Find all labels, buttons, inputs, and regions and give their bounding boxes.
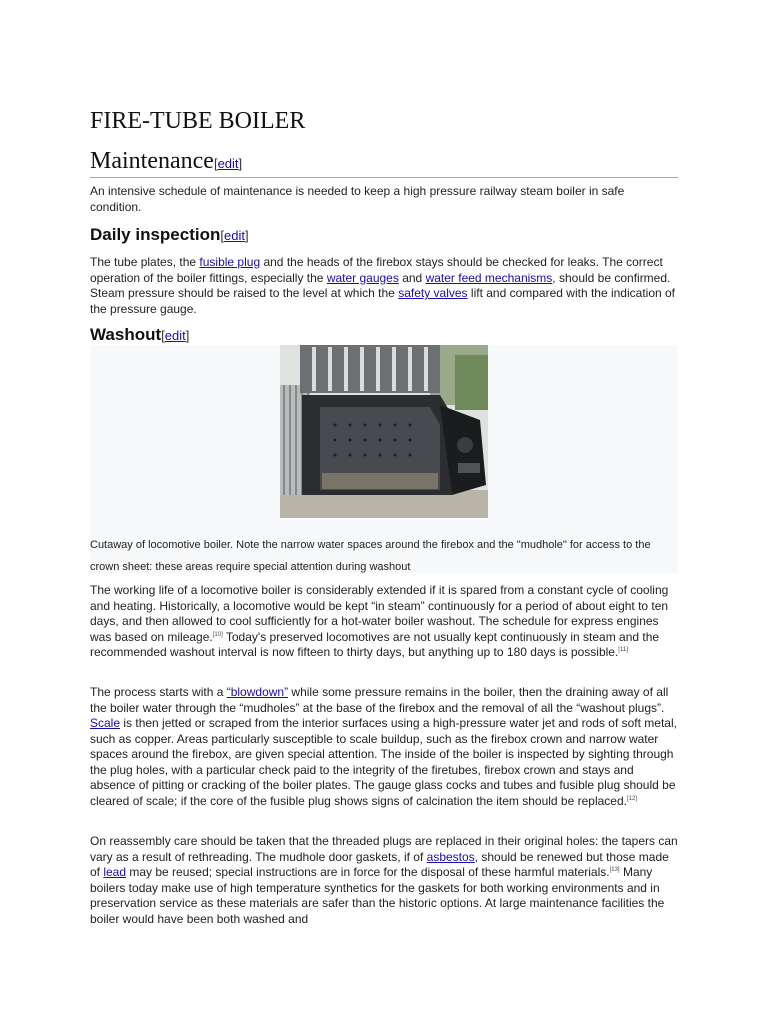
text-run: while some pressure remains in the boiler, then the draining away of all the boiler water through the “mudholes” at the base of the firebox and the removal of all the “washout plugs”. (90, 685, 669, 715)
link-safety-valves[interactable]: safety valves (398, 286, 468, 300)
washout-paragraph-2 (90, 685, 678, 809)
citation-13[interactable]: [13] (609, 867, 620, 873)
citation-10[interactable]: [10] (212, 631, 223, 638)
text-run: On reassembly care should be taken that the threaded plugs are replaced in their original holes: the tapers can vary as a result of rethreading. The mudhole door gaskets, if of (90, 834, 678, 864)
text-run: The tube plates, the (90, 255, 200, 269)
edit-section-daily: [edit] (220, 228, 249, 243)
text-run: Today's preserved locomotives are not usually kept continuously in steam and the recommended washout interval is now fifteen to thirty days, but anything up to 180 days is possible. (90, 629, 660, 659)
link-blowdown[interactable]: “blowdown” (226, 685, 289, 699)
link-water-feed-mechanisms[interactable]: water feed mechanisms (425, 270, 553, 285)
section-heading-washout (90, 325, 189, 345)
edit-section-washout: [edit] (161, 328, 190, 343)
link-lead[interactable]: lead (103, 865, 127, 879)
washout-paragraph-3 (90, 834, 678, 927)
daily-heading-text: Daily inspection (90, 225, 221, 244)
text-run: is then jetted or scraped from the interior surfaces using a high-pressure water jet and rods of soft metal, such as copper. Areas particularly susceptible to scale buildup, such as the firebox crown and narrow water spaces around the firebox, are given special attention. The inside of the boiler is inspected by sighting through the plug holes, with a particular check paid to the integrity of the firetubes, firebox crown and stays and absence of pitting or cracking of the boiler plates. The gauge glass cocks and tubes and fusible plug should be cleared of scale; if the core of the fusible plug shows signs of calcination the item should be replaced. (90, 716, 677, 808)
text-run: may be reused; special instructions are in force for the disposal of these harmful materials. (126, 865, 610, 879)
figure-caption: Cutaway of locomotive boiler. Note the narrow water spaces around the firebox and the "mudhole" for access to the crown sheet: these areas require special attention during washout (90, 539, 651, 573)
text-run: The process starts with a (90, 685, 227, 699)
edit-link-maintenance[interactable]: edit (217, 156, 239, 171)
link-scale[interactable]: Scale (90, 716, 121, 730)
edit-link-washout[interactable]: edit (164, 328, 186, 343)
edit-section-maintenance: [edit] (213, 156, 243, 171)
text-run: lift and compared with the indication of the pressure gauge. (90, 286, 676, 316)
text-run: , should be confirmed. Steam pressure should be raised to the level at which the (90, 270, 671, 300)
figure-boiler-cutaway (90, 345, 678, 573)
link-water-gauges[interactable]: water gauges (326, 270, 399, 285)
text-run: and (398, 270, 426, 285)
washout-paragraph-1 (90, 583, 678, 661)
text-run: The working life of a locomotive boiler is considerably extended if it is spared from a constant cycle of cooling and heating. Historically, a locomotive would be kept “in steam” continuously for a period of about eight to ten days, and then allowed to cool sufficiently for a hot-water boiler washout. The schedule for express engines was based on mileage. (90, 583, 669, 644)
text-run: , should be renewed but those made of (90, 849, 669, 879)
boiler-cutaway-illustration (280, 345, 488, 518)
maintenance-heading-text: Maintenance (90, 148, 214, 174)
section-heading-daily-inspection (90, 225, 249, 245)
boiler-cutaway-image[interactable] (280, 345, 488, 518)
section-heading-maintenance (90, 148, 678, 178)
document-title: FIRE-TUBE BOILER (90, 108, 306, 134)
text-run: Many boilers today make use of high temperature synthetics for the gaskets for both working environments and in preservation service as these materials are safer than the historic options. At large maintenance facilities the boiler would have been both washed and (90, 865, 665, 926)
washout-heading-text: Washout (90, 325, 162, 344)
edit-link-daily[interactable]: edit (224, 228, 245, 243)
maintenance-intro-paragraph: An intensive schedule of maintenance is needed to keep a high pressure railway steam boiler in safe condition. (90, 184, 625, 214)
citation-12[interactable]: [12] (626, 795, 637, 802)
link-fusible-plug[interactable]: fusible plug (199, 255, 261, 269)
link-asbestos[interactable]: asbestos (426, 849, 475, 864)
daily-inspection-paragraph (90, 255, 678, 317)
text-run: and the heads of the firebox stays should be checked for leaks. The correct operation of the boiler fittings, especially the (90, 255, 663, 285)
citation-11[interactable]: [11] (618, 647, 628, 653)
